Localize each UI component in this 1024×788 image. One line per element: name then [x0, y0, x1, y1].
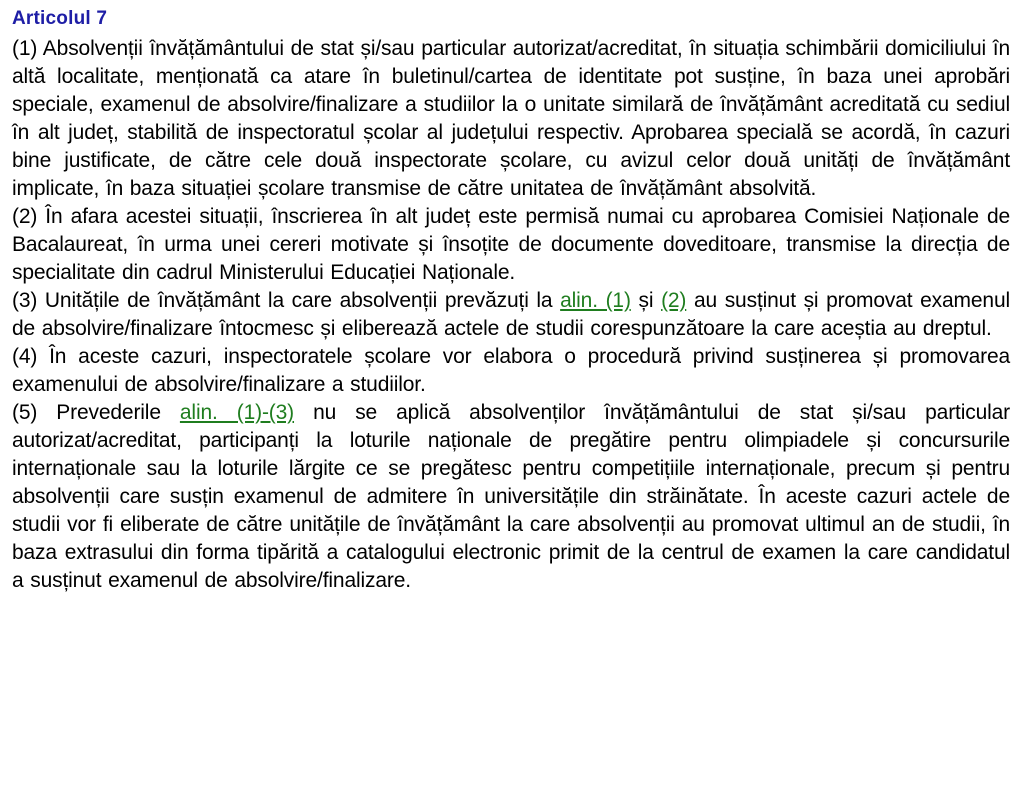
paragraph-text: și: [630, 289, 662, 312]
alin-reference-link[interactable]: (2): [661, 289, 687, 312]
paragraph-text: (2) În afara acestei situații, înscrierea în alt județ este permisă numai cu aprobarea Comisiei Naționale de Bacalaureat, în urma unei cereri motivate și însoțite de documente doveditoare, transmise la direcția de specialitate din cadrul Ministerului Educației Naționale.: [12, 205, 1010, 284]
paragraph-text: nu se aplică absolvenților învățământului de stat și/sau particular autorizat/acreditat, participanți la loturile naționale de pregătire pentru olimpiadele și concursurile internaționale sau la loturile lărgite ce se pregătesc pentru competițiile internaționale, precum și pentru absolvenții care susțin examenul de admitere în universitățile din străinătate. În aceste cazuri actele de studii vor fi eliberate de către unitățile de învățământ la care absolvenții au promovat ultimul an de studii, în baza extrasului din forma tipărită a catalogului electronic primit de la centrul de examen la care candidatul a susținut examenul de absolvire/finalizare.: [12, 401, 1010, 592]
article-paragraphs: [12, 35, 1010, 595]
article-paragraph-2: [12, 203, 1010, 287]
article-paragraph-3: [12, 287, 1010, 343]
paragraph-text: au susținut și promovat examenul de absolvire/finalizare întocmesc și eliberează actele de studii corespunzătoare la care aceștia au dreptul.: [12, 289, 1010, 340]
article-title: Articolul 7: [12, 8, 108, 29]
paragraph-text: (4) În aceste cazuri, inspectoratele școlare vor elabora o procedură privind susținerea și promovarea examenului de absolvire/finalizare a studiilor.: [12, 345, 1010, 396]
paragraph-text: (3) Unitățile de învățământ la care absolvenții prevăzuți la: [12, 289, 561, 312]
paragraph-text: (5) Prevederile: [12, 401, 180, 424]
alin-reference-link[interactable]: alin. (1)-(3): [179, 401, 295, 424]
article-paragraph-5: [12, 399, 1010, 595]
alin-reference-link[interactable]: alin. (1): [560, 289, 631, 312]
article-paragraph-1: [12, 35, 1010, 203]
article-paragraph-4: [12, 343, 1010, 399]
paragraph-text: (1) Absolvenții învățământului de stat și/sau particular autorizat/acreditat, în situația schimbării domiciliului în altă localitate, menționată ca atare în buletinul/cartea de identitate pot susține, în baza unei aprobări speciale, examenul de absolvire/finalizare a studiilor la o unitate similară de învățământ acreditată cu sediul în alt județ, stabilită de inspectoratul școlar al județului respectiv. Aprobarea specială se acordă, în cazuri bine justificate, de către cele două inspectorate școlare, cu avizul celor două unități de învățământ implicate, în baza situației școlare transmise de către unitatea de învățământ absolvită.: [12, 37, 1010, 200]
